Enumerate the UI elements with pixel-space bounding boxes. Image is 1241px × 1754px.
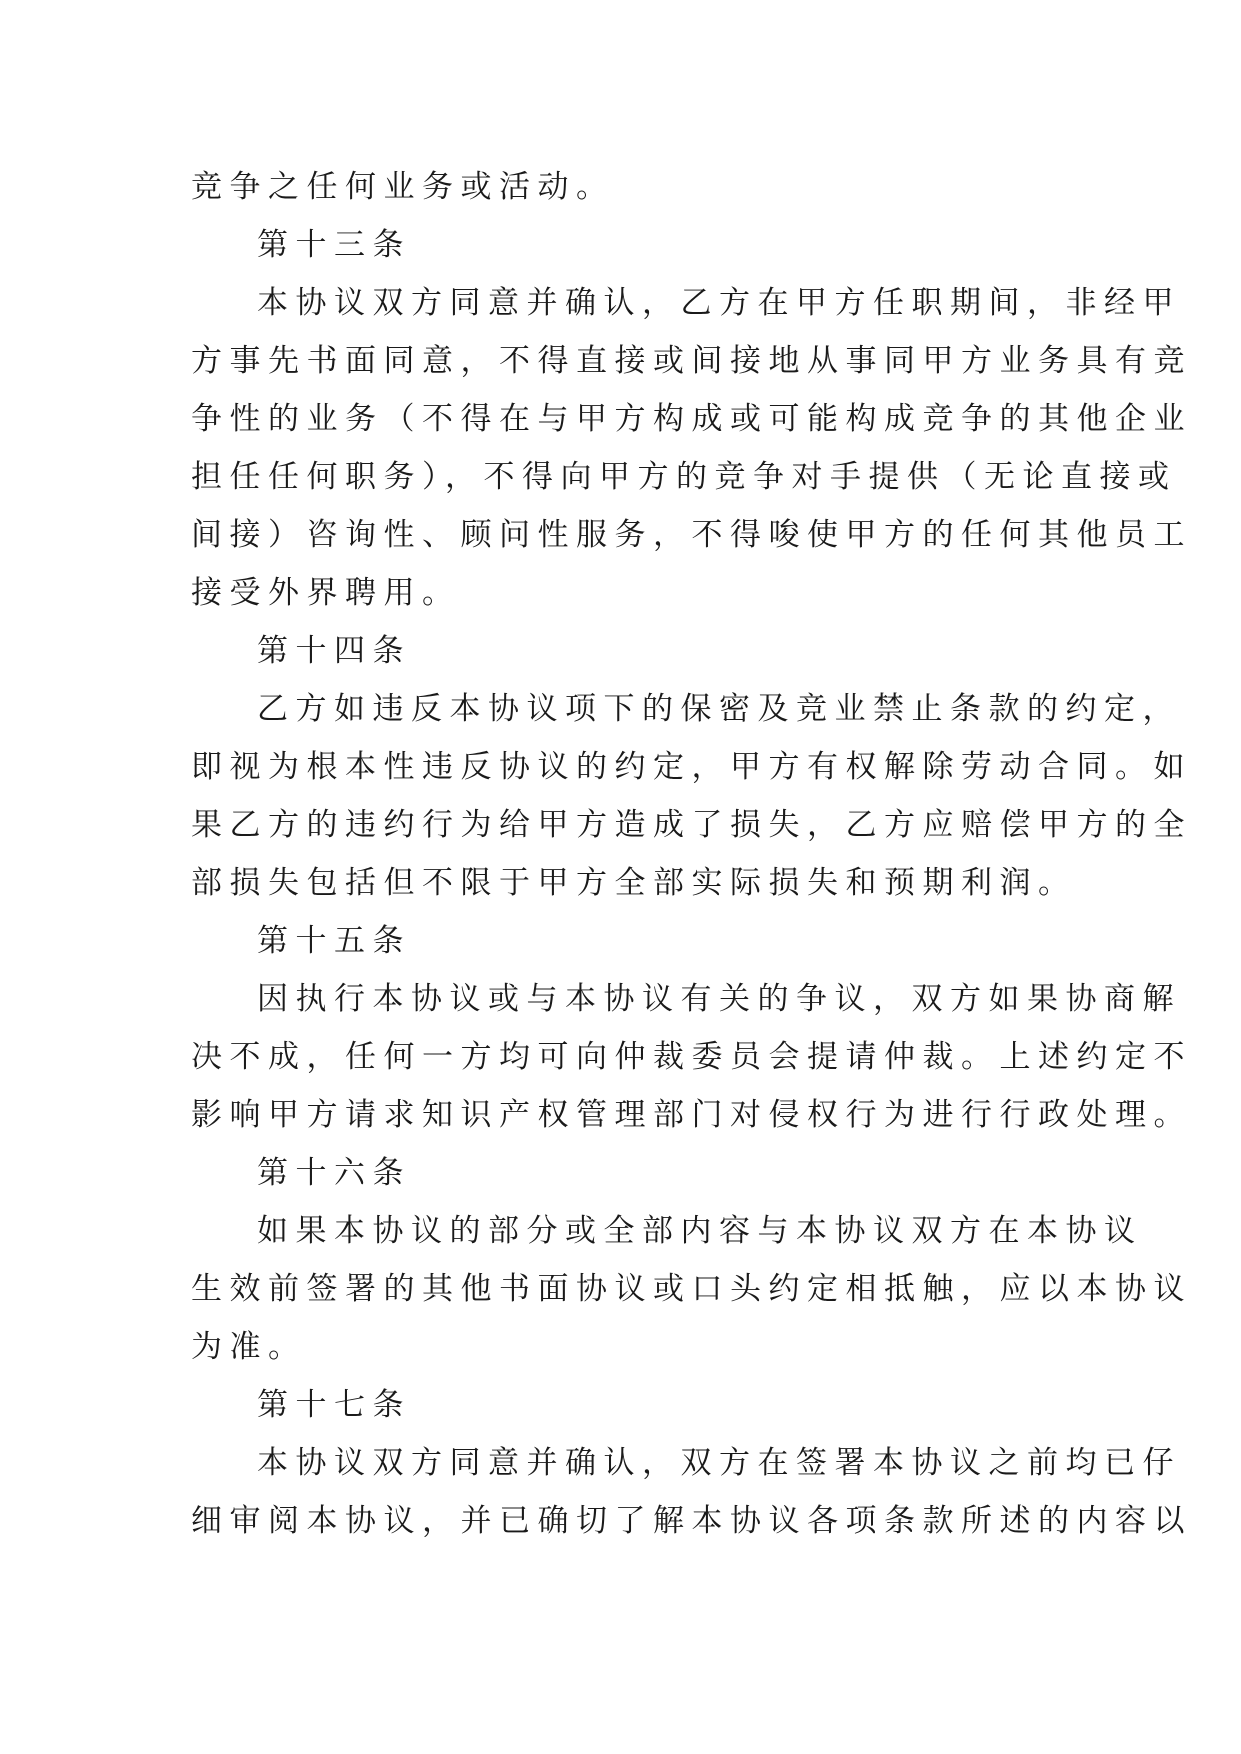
body-line: 本协议双方同意并确认，双方在签署本协议之前均已仔 xyxy=(257,1445,1181,1481)
body-line: 方事先书面同意，不得直接或间接地从事同甲方业务具有竞 xyxy=(191,343,1192,379)
body-line: 果乙方的违约行为给甲方造成了损失，乙方应赔偿甲方的全 xyxy=(191,807,1192,843)
body-line: 生效前签署的其他书面协议或口头约定相抵触，应以本协议 xyxy=(191,1271,1192,1307)
body-line: 本协议双方同意并确认，乙方在甲方任职期间，非经甲 xyxy=(257,285,1181,321)
body-line: 如果本协议的部分或全部内容与本协议双方在本协议 xyxy=(257,1213,1143,1249)
body-line: 决不成，任何一方均可向仲裁委员会提请仲裁。上述约定不 xyxy=(191,1039,1192,1075)
article-heading: 第十三条 xyxy=(257,227,411,263)
document-body xyxy=(191,158,1192,1550)
body-line: 争性的业务（不得在与甲方构成或可能构成竞争的其他企业 xyxy=(191,401,1192,437)
body-line: 为准。 xyxy=(191,1329,307,1365)
body-line: 接受外界聘用。 xyxy=(191,575,461,611)
article-heading: 第十七条 xyxy=(257,1387,411,1423)
body-line: 竞争之任何业务或活动。 xyxy=(191,169,615,205)
body-line: 即视为根本性违反协议的约定，甲方有权解除劳动合同。如 xyxy=(191,749,1192,785)
article-heading: 第十四条 xyxy=(257,633,411,669)
body-line: 因执行本协议或与本协议有关的争议，双方如果协商解 xyxy=(257,981,1181,1017)
body-line: 间接）咨询性、顾问性服务，不得唆使甲方的任何其他员工 xyxy=(191,517,1192,553)
body-line: 部损失包括但不限于甲方全部实际损失和预期利润。 xyxy=(191,865,1077,901)
body-line: 乙方如违反本协议项下的保密及竞业禁止条款的约定， xyxy=(257,691,1181,727)
body-line: 细审阅本协议，并已确切了解本协议各项条款所述的内容以 xyxy=(191,1503,1192,1539)
article-heading: 第十六条 xyxy=(257,1155,411,1191)
body-line: 影响甲方请求知识产权管理部门对侵权行为进行行政处理。 xyxy=(191,1097,1192,1133)
body-line: 担任任何职务），不得向甲方的竞争对手提供（无论直接或 xyxy=(191,459,1177,495)
article-heading: 第十五条 xyxy=(257,923,411,959)
